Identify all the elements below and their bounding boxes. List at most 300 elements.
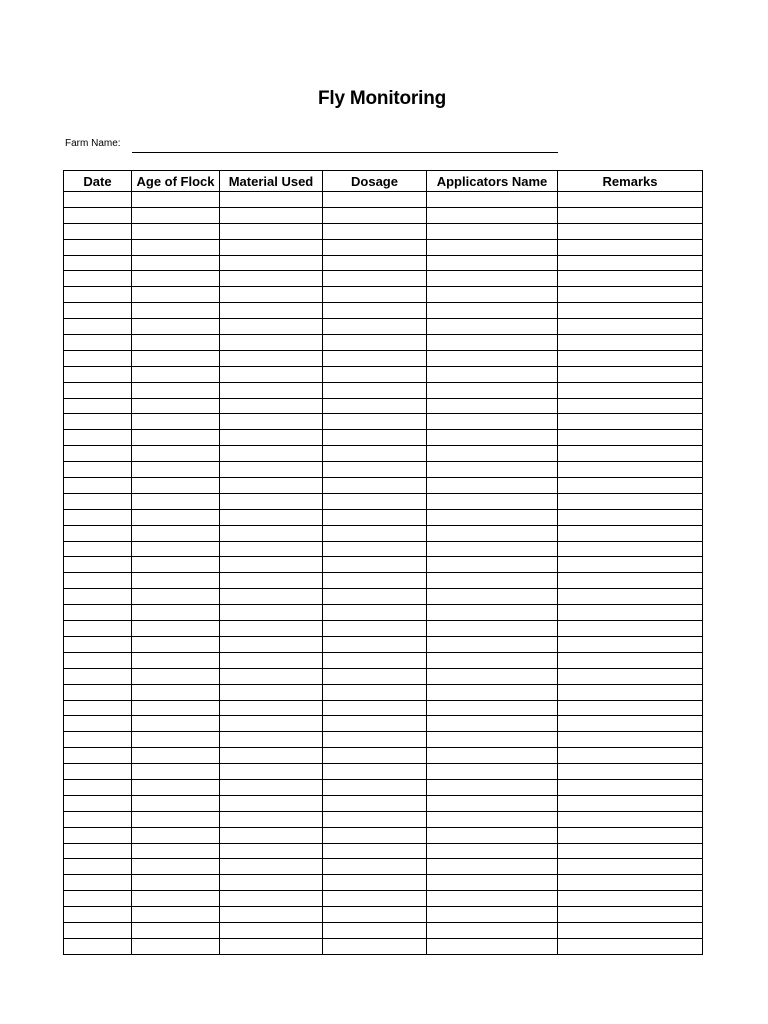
cell-applicators-name[interactable] — [427, 207, 558, 223]
cell-dosage[interactable] — [323, 621, 427, 637]
cell-age-of-flock[interactable] — [132, 764, 220, 780]
cell-date[interactable] — [64, 382, 132, 398]
cell-date[interactable] — [64, 446, 132, 462]
cell-date[interactable] — [64, 859, 132, 875]
cell-date[interactable] — [64, 621, 132, 637]
cell-applicators-name[interactable] — [427, 478, 558, 494]
cell-age-of-flock[interactable] — [132, 843, 220, 859]
cell-dosage[interactable] — [323, 478, 427, 494]
cell-material-used[interactable] — [220, 605, 323, 621]
cell-dosage[interactable] — [323, 843, 427, 859]
cell-age-of-flock[interactable] — [132, 605, 220, 621]
cell-age-of-flock[interactable] — [132, 907, 220, 923]
cell-age-of-flock[interactable] — [132, 827, 220, 843]
cell-applicators-name[interactable] — [427, 907, 558, 923]
table-row — [64, 827, 703, 843]
cell-remarks[interactable] — [558, 922, 703, 938]
cell-date[interactable] — [64, 223, 132, 239]
cell-remarks[interactable] — [558, 716, 703, 732]
cell-remarks[interactable] — [558, 303, 703, 319]
cell-material-used[interactable] — [220, 382, 323, 398]
cell-age-of-flock[interactable] — [132, 922, 220, 938]
cell-material-used[interactable] — [220, 350, 323, 366]
table-body — [64, 192, 703, 955]
cell-date[interactable] — [64, 192, 132, 208]
cell-date[interactable] — [64, 557, 132, 573]
cell-dosage[interactable] — [323, 716, 427, 732]
cell-dosage[interactable] — [323, 223, 427, 239]
cell-age-of-flock[interactable] — [132, 366, 220, 382]
cell-dosage[interactable] — [323, 207, 427, 223]
cell-dosage[interactable] — [323, 319, 427, 335]
cell-remarks[interactable] — [558, 621, 703, 637]
cell-date[interactable] — [64, 795, 132, 811]
cell-age-of-flock[interactable] — [132, 382, 220, 398]
table-row — [64, 764, 703, 780]
cell-dosage[interactable] — [323, 541, 427, 557]
cell-age-of-flock[interactable] — [132, 541, 220, 557]
cell-remarks[interactable] — [558, 462, 703, 478]
cell-applicators-name[interactable] — [427, 827, 558, 843]
table-row — [64, 430, 703, 446]
cell-date[interactable] — [64, 430, 132, 446]
cell-dosage[interactable] — [323, 509, 427, 525]
cell-applicators-name[interactable] — [427, 779, 558, 795]
cell-material-used[interactable] — [220, 811, 323, 827]
cell-applicators-name[interactable] — [427, 430, 558, 446]
cell-dosage[interactable] — [323, 827, 427, 843]
cell-date[interactable] — [64, 652, 132, 668]
cell-age-of-flock[interactable] — [132, 207, 220, 223]
cell-dosage[interactable] — [323, 891, 427, 907]
cell-applicators-name[interactable] — [427, 668, 558, 684]
cell-age-of-flock[interactable] — [132, 223, 220, 239]
cell-material-used[interactable] — [220, 843, 323, 859]
cell-remarks[interactable] — [558, 795, 703, 811]
cell-applicators-name[interactable] — [427, 319, 558, 335]
cell-material-used[interactable] — [220, 621, 323, 637]
cell-date[interactable] — [64, 938, 132, 954]
cell-material-used[interactable] — [220, 319, 323, 335]
cell-age-of-flock[interactable] — [132, 255, 220, 271]
cell-remarks[interactable] — [558, 859, 703, 875]
cell-material-used[interactable] — [220, 859, 323, 875]
column-header-remarks: Remarks — [558, 171, 703, 192]
cell-dosage[interactable] — [323, 446, 427, 462]
cell-remarks[interactable] — [558, 907, 703, 923]
cell-dosage[interactable] — [323, 732, 427, 748]
cell-remarks[interactable] — [558, 636, 703, 652]
cell-dosage[interactable] — [323, 922, 427, 938]
cell-dosage[interactable] — [323, 700, 427, 716]
cell-age-of-flock[interactable] — [132, 859, 220, 875]
cell-date[interactable] — [64, 239, 132, 255]
cell-material-used[interactable] — [220, 478, 323, 494]
cell-material-used[interactable] — [220, 207, 323, 223]
cell-date[interactable] — [64, 303, 132, 319]
cell-remarks[interactable] — [558, 891, 703, 907]
cell-dosage[interactable] — [323, 335, 427, 351]
cell-age-of-flock[interactable] — [132, 732, 220, 748]
cell-remarks[interactable] — [558, 271, 703, 287]
table-row — [64, 668, 703, 684]
cell-age-of-flock[interactable] — [132, 414, 220, 430]
cell-material-used[interactable] — [220, 875, 323, 891]
cell-date[interactable] — [64, 573, 132, 589]
cell-material-used[interactable] — [220, 573, 323, 589]
cell-applicators-name[interactable] — [427, 748, 558, 764]
cell-dosage[interactable] — [323, 938, 427, 954]
cell-dosage[interactable] — [323, 239, 427, 255]
cell-dosage[interactable] — [323, 271, 427, 287]
cell-remarks[interactable] — [558, 446, 703, 462]
cell-dosage[interactable] — [323, 350, 427, 366]
cell-applicators-name[interactable] — [427, 843, 558, 859]
cell-date[interactable] — [64, 922, 132, 938]
cell-material-used[interactable] — [220, 716, 323, 732]
cell-remarks[interactable] — [558, 938, 703, 954]
cell-date[interactable] — [64, 684, 132, 700]
cell-date[interactable] — [64, 811, 132, 827]
cell-date[interactable] — [64, 207, 132, 223]
cell-material-used[interactable] — [220, 779, 323, 795]
cell-applicators-name[interactable] — [427, 525, 558, 541]
cell-age-of-flock[interactable] — [132, 287, 220, 303]
cell-material-used[interactable] — [220, 589, 323, 605]
cell-remarks[interactable] — [558, 764, 703, 780]
cell-applicators-name[interactable] — [427, 541, 558, 557]
cell-applicators-name[interactable] — [427, 462, 558, 478]
cell-material-used[interactable] — [220, 891, 323, 907]
cell-age-of-flock[interactable] — [132, 192, 220, 208]
cell-age-of-flock[interactable] — [132, 319, 220, 335]
cell-material-used[interactable] — [220, 684, 323, 700]
cell-date[interactable] — [64, 287, 132, 303]
cell-remarks[interactable] — [558, 382, 703, 398]
cell-date[interactable] — [64, 779, 132, 795]
cell-remarks[interactable] — [558, 811, 703, 827]
table-row — [64, 557, 703, 573]
cell-remarks[interactable] — [558, 239, 703, 255]
cell-material-used[interactable] — [220, 525, 323, 541]
farm-name-field[interactable] — [132, 152, 558, 153]
cell-applicators-name[interactable] — [427, 366, 558, 382]
cell-date[interactable] — [64, 843, 132, 859]
cell-applicators-name[interactable] — [427, 446, 558, 462]
cell-material-used[interactable] — [220, 938, 323, 954]
cell-applicators-name[interactable] — [427, 303, 558, 319]
cell-dosage[interactable] — [323, 414, 427, 430]
cell-date[interactable] — [64, 716, 132, 732]
cell-age-of-flock[interactable] — [132, 589, 220, 605]
cell-applicators-name[interactable] — [427, 795, 558, 811]
cell-material-used[interactable] — [220, 922, 323, 938]
cell-date[interactable] — [64, 414, 132, 430]
cell-remarks[interactable] — [558, 779, 703, 795]
cell-date[interactable] — [64, 271, 132, 287]
cell-remarks[interactable] — [558, 700, 703, 716]
cell-dosage[interactable] — [323, 557, 427, 573]
cell-remarks[interactable] — [558, 319, 703, 335]
cell-dosage[interactable] — [323, 430, 427, 446]
cell-remarks[interactable] — [558, 589, 703, 605]
cell-applicators-name[interactable] — [427, 192, 558, 208]
cell-applicators-name[interactable] — [427, 636, 558, 652]
cell-dosage[interactable] — [323, 875, 427, 891]
cell-age-of-flock[interactable] — [132, 557, 220, 573]
cell-material-used[interactable] — [220, 907, 323, 923]
cell-applicators-name[interactable] — [427, 255, 558, 271]
cell-applicators-name[interactable] — [427, 509, 558, 525]
cell-age-of-flock[interactable] — [132, 239, 220, 255]
cell-date[interactable] — [64, 875, 132, 891]
cell-date[interactable] — [64, 668, 132, 684]
cell-dosage[interactable] — [323, 605, 427, 621]
cell-applicators-name[interactable] — [427, 271, 558, 287]
cell-applicators-name[interactable] — [427, 811, 558, 827]
cell-material-used[interactable] — [220, 239, 323, 255]
cell-applicators-name[interactable] — [427, 573, 558, 589]
cell-applicators-name[interactable] — [427, 684, 558, 700]
cell-applicators-name[interactable] — [427, 239, 558, 255]
cell-age-of-flock[interactable] — [132, 446, 220, 462]
column-header-material-used: Material Used — [220, 171, 323, 192]
cell-dosage[interactable] — [323, 525, 427, 541]
cell-age-of-flock[interactable] — [132, 795, 220, 811]
cell-date[interactable] — [64, 478, 132, 494]
cell-dosage[interactable] — [323, 366, 427, 382]
cell-dosage[interactable] — [323, 795, 427, 811]
cell-material-used[interactable] — [220, 764, 323, 780]
cell-age-of-flock[interactable] — [132, 938, 220, 954]
cell-applicators-name[interactable] — [427, 732, 558, 748]
cell-material-used[interactable] — [220, 541, 323, 557]
cell-dosage[interactable] — [323, 859, 427, 875]
cell-age-of-flock[interactable] — [132, 525, 220, 541]
cell-dosage[interactable] — [323, 811, 427, 827]
cell-age-of-flock[interactable] — [132, 509, 220, 525]
cell-material-used[interactable] — [220, 287, 323, 303]
cell-applicators-name[interactable] — [427, 605, 558, 621]
cell-remarks[interactable] — [558, 525, 703, 541]
cell-date[interactable] — [64, 319, 132, 335]
cell-remarks[interactable] — [558, 223, 703, 239]
cell-age-of-flock[interactable] — [132, 684, 220, 700]
cell-date[interactable] — [64, 589, 132, 605]
cell-date[interactable] — [64, 732, 132, 748]
cell-remarks[interactable] — [558, 350, 703, 366]
cell-material-used[interactable] — [220, 335, 323, 351]
cell-remarks[interactable] — [558, 509, 703, 525]
cell-age-of-flock[interactable] — [132, 335, 220, 351]
cell-material-used[interactable] — [220, 636, 323, 652]
cell-remarks[interactable] — [558, 335, 703, 351]
cell-applicators-name[interactable] — [427, 700, 558, 716]
cell-applicators-name[interactable] — [427, 223, 558, 239]
cell-age-of-flock[interactable] — [132, 573, 220, 589]
cell-date[interactable] — [64, 636, 132, 652]
cell-remarks[interactable] — [558, 827, 703, 843]
cell-date[interactable] — [64, 335, 132, 351]
cell-remarks[interactable] — [558, 192, 703, 208]
cell-date[interactable] — [64, 827, 132, 843]
cell-date[interactable] — [64, 350, 132, 366]
cell-material-used[interactable] — [220, 652, 323, 668]
cell-dosage[interactable] — [323, 779, 427, 795]
cell-dosage[interactable] — [323, 493, 427, 509]
cell-material-used[interactable] — [220, 493, 323, 509]
cell-applicators-name[interactable] — [427, 350, 558, 366]
cell-dosage[interactable] — [323, 589, 427, 605]
cell-dosage[interactable] — [323, 303, 427, 319]
cell-applicators-name[interactable] — [427, 875, 558, 891]
cell-dosage[interactable] — [323, 764, 427, 780]
cell-date[interactable] — [64, 891, 132, 907]
cell-remarks[interactable] — [558, 668, 703, 684]
cell-material-used[interactable] — [220, 668, 323, 684]
cell-date[interactable] — [64, 462, 132, 478]
cell-remarks[interactable] — [558, 207, 703, 223]
cell-applicators-name[interactable] — [427, 652, 558, 668]
cell-remarks[interactable] — [558, 287, 703, 303]
cell-material-used[interactable] — [220, 557, 323, 573]
cell-remarks[interactable] — [558, 541, 703, 557]
cell-material-used[interactable] — [220, 271, 323, 287]
cell-material-used[interactable] — [220, 430, 323, 446]
cell-age-of-flock[interactable] — [132, 891, 220, 907]
cell-applicators-name[interactable] — [427, 287, 558, 303]
cell-remarks[interactable] — [558, 748, 703, 764]
cell-date[interactable] — [64, 700, 132, 716]
cell-remarks[interactable] — [558, 493, 703, 509]
cell-material-used[interactable] — [220, 732, 323, 748]
cell-applicators-name[interactable] — [427, 414, 558, 430]
cell-applicators-name[interactable] — [427, 557, 558, 573]
cell-material-used[interactable] — [220, 223, 323, 239]
cell-age-of-flock[interactable] — [132, 462, 220, 478]
cell-material-used[interactable] — [220, 795, 323, 811]
cell-applicators-name[interactable] — [427, 764, 558, 780]
cell-date[interactable] — [64, 605, 132, 621]
cell-applicators-name[interactable] — [427, 589, 558, 605]
cell-age-of-flock[interactable] — [132, 493, 220, 509]
cell-dosage[interactable] — [323, 636, 427, 652]
cell-dosage[interactable] — [323, 652, 427, 668]
cell-applicators-name[interactable] — [427, 382, 558, 398]
cell-dosage[interactable] — [323, 907, 427, 923]
cell-material-used[interactable] — [220, 462, 323, 478]
cell-remarks[interactable] — [558, 414, 703, 430]
cell-dosage[interactable] — [323, 382, 427, 398]
cell-applicators-name[interactable] — [427, 938, 558, 954]
cell-age-of-flock[interactable] — [132, 652, 220, 668]
cell-remarks[interactable] — [558, 573, 703, 589]
cell-applicators-name[interactable] — [427, 398, 558, 414]
cell-date[interactable] — [64, 493, 132, 509]
cell-remarks[interactable] — [558, 255, 703, 271]
cell-applicators-name[interactable] — [427, 922, 558, 938]
cell-dosage[interactable] — [323, 462, 427, 478]
cell-material-used[interactable] — [220, 414, 323, 430]
table-row — [64, 779, 703, 795]
cell-date[interactable] — [64, 748, 132, 764]
cell-date[interactable] — [64, 366, 132, 382]
cell-age-of-flock[interactable] — [132, 716, 220, 732]
cell-age-of-flock[interactable] — [132, 811, 220, 827]
cell-material-used[interactable] — [220, 303, 323, 319]
cell-applicators-name[interactable] — [427, 493, 558, 509]
cell-remarks[interactable] — [558, 557, 703, 573]
cell-remarks[interactable] — [558, 366, 703, 382]
cell-material-used[interactable] — [220, 192, 323, 208]
cell-age-of-flock[interactable] — [132, 621, 220, 637]
cell-dosage[interactable] — [323, 748, 427, 764]
cell-age-of-flock[interactable] — [132, 271, 220, 287]
cell-material-used[interactable] — [220, 509, 323, 525]
cell-remarks[interactable] — [558, 605, 703, 621]
cell-age-of-flock[interactable] — [132, 700, 220, 716]
cell-age-of-flock[interactable] — [132, 668, 220, 684]
cell-applicators-name[interactable] — [427, 716, 558, 732]
cell-remarks[interactable] — [558, 430, 703, 446]
cell-date[interactable] — [64, 907, 132, 923]
cell-material-used[interactable] — [220, 827, 323, 843]
cell-age-of-flock[interactable] — [132, 303, 220, 319]
cell-applicators-name[interactable] — [427, 891, 558, 907]
cell-age-of-flock[interactable] — [132, 430, 220, 446]
cell-date[interactable] — [64, 764, 132, 780]
cell-remarks[interactable] — [558, 684, 703, 700]
cell-remarks[interactable] — [558, 652, 703, 668]
cell-remarks[interactable] — [558, 732, 703, 748]
cell-dosage[interactable] — [323, 192, 427, 208]
table-row — [64, 319, 703, 335]
cell-material-used[interactable] — [220, 700, 323, 716]
cell-date[interactable] — [64, 509, 132, 525]
cell-age-of-flock[interactable] — [132, 636, 220, 652]
cell-dosage[interactable] — [323, 573, 427, 589]
cell-date[interactable] — [64, 398, 132, 414]
cell-age-of-flock[interactable] — [132, 398, 220, 414]
cell-remarks[interactable] — [558, 478, 703, 494]
cell-age-of-flock[interactable] — [132, 779, 220, 795]
cell-applicators-name[interactable] — [427, 621, 558, 637]
cell-material-used[interactable] — [220, 255, 323, 271]
cell-dosage[interactable] — [323, 255, 427, 271]
cell-remarks[interactable] — [558, 843, 703, 859]
cell-applicators-name[interactable] — [427, 859, 558, 875]
cell-dosage[interactable] — [323, 287, 427, 303]
cell-material-used[interactable] — [220, 398, 323, 414]
cell-age-of-flock[interactable] — [132, 478, 220, 494]
cell-material-used[interactable] — [220, 446, 323, 462]
cell-dosage[interactable] — [323, 398, 427, 414]
cell-dosage[interactable] — [323, 668, 427, 684]
cell-date[interactable] — [64, 255, 132, 271]
cell-material-used[interactable] — [220, 366, 323, 382]
cell-dosage[interactable] — [323, 684, 427, 700]
cell-age-of-flock[interactable] — [132, 350, 220, 366]
cell-date[interactable] — [64, 541, 132, 557]
cell-material-used[interactable] — [220, 748, 323, 764]
cell-age-of-flock[interactable] — [132, 748, 220, 764]
cell-applicators-name[interactable] — [427, 335, 558, 351]
cell-date[interactable] — [64, 525, 132, 541]
cell-remarks[interactable] — [558, 398, 703, 414]
table-row — [64, 493, 703, 509]
cell-remarks[interactable] — [558, 875, 703, 891]
cell-age-of-flock[interactable] — [132, 875, 220, 891]
